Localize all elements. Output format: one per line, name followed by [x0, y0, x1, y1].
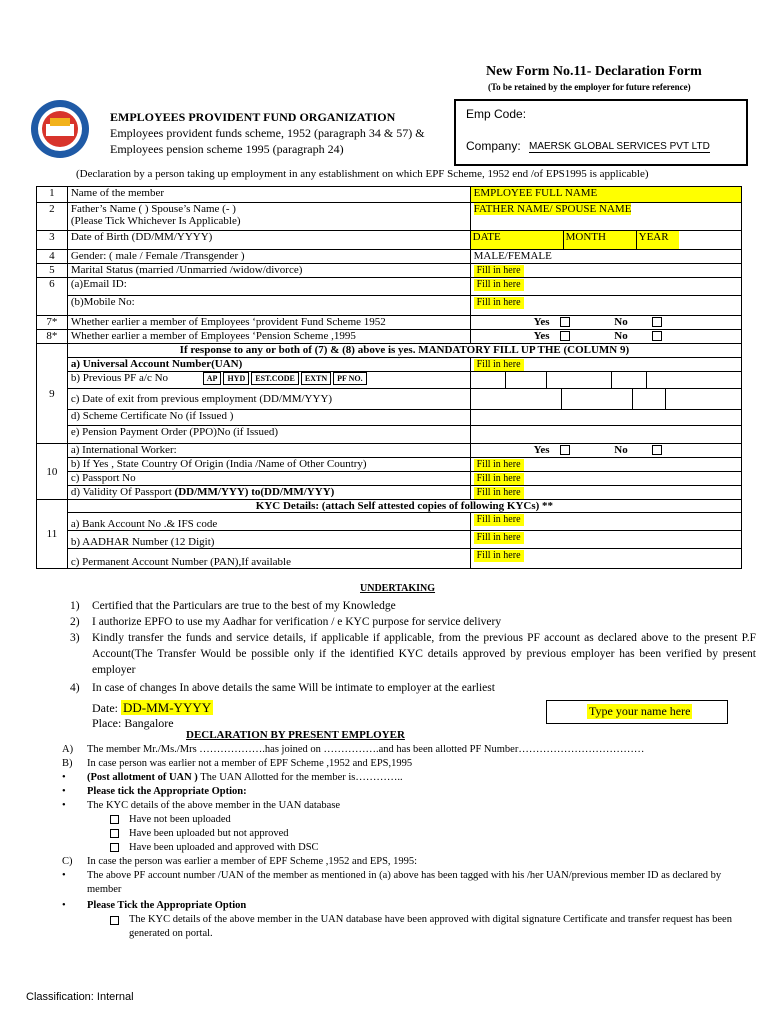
- exit-month-cell[interactable]: [562, 389, 633, 409]
- undertaking-item: 3) Kindly transfer the funds and service details, if applicable if applicable, from the previous PF account as declared above to the present P.F Account(The Transfer Would be possible only if the identified KYC details approved by previous employer has been verified by present employer: [70, 632, 756, 676]
- member-name-label: Name of the member: [67, 187, 470, 203]
- mobile-label: (b)Mobile No:: [67, 296, 470, 316]
- bank-account-field[interactable]: Fill in here: [474, 514, 524, 526]
- row-num: 3: [37, 231, 68, 250]
- email-field[interactable]: Fill in here: [474, 279, 524, 291]
- employer-item-b: B) In case person was earlier not a member of EPF Scheme ,1952 and EPS,1995: [62, 758, 413, 769]
- undertaking-list: [70, 598, 756, 696]
- signature-box: [546, 700, 728, 724]
- org-name: EMPLOYEES PROVIDENT FUND ORGANIZATION: [110, 110, 396, 124]
- scheme-line-1: Employees provident funds scheme, 1952 (paragraph 34 & 57) &: [110, 126, 425, 140]
- company-label: Company:: [466, 139, 521, 153]
- undertaking-item: 4) In case of changes In above details the same Will be intimate to employer at the earliest: [70, 682, 495, 694]
- form-title: New Form No.11- Declaration Form: [486, 64, 702, 79]
- mobile-cell: [470, 296, 741, 316]
- intl-yes-checkbox[interactable]: [560, 445, 570, 455]
- father-spouse-field[interactable]: FATHER NAME/ SPOUSE NAME: [473, 203, 632, 215]
- uan-field[interactable]: Fill in here: [474, 359, 524, 371]
- date-field[interactable]: DD-MM-YYYY: [123, 700, 212, 715]
- pf-cell[interactable]: [612, 372, 647, 388]
- eps-member-label: Whether earlier a member of Employees ‘Pension Scheme ,1995: [67, 330, 470, 344]
- pf-cell[interactable]: [471, 372, 506, 388]
- dob-label: Date of Birth (DD/MM/YYYY): [67, 231, 470, 250]
- passport-label: c) Passport No: [67, 472, 470, 486]
- emp-code-label: Emp Code:: [466, 107, 527, 121]
- scheme-cert-field[interactable]: [470, 410, 741, 426]
- intl-worker-options: [470, 444, 741, 458]
- intl-no-checkbox[interactable]: [652, 445, 662, 455]
- company-value[interactable]: MAERSK GLOBAL SERVICES PVT LTD: [529, 141, 710, 152]
- passport-validity-field[interactable]: Fill in here: [474, 487, 524, 499]
- kyc-option: Have been uploaded and approved with DSC: [110, 841, 752, 855]
- dob-date-field[interactable]: DATE: [471, 231, 564, 249]
- yes-label: Yes: [533, 316, 550, 328]
- row-num: 11: [37, 500, 68, 569]
- post-uan-item: • (Post allotment of UAN ) The UAN Allotted for the member is…………..: [62, 772, 403, 783]
- pf-cell[interactable]: [547, 372, 612, 388]
- member-name-field[interactable]: EMPLOYEE FULL NAME: [470, 187, 741, 203]
- place-label: Place: Bangalore: [92, 716, 174, 730]
- dob-cell: [470, 231, 741, 250]
- declaration-intro: (Declaration by a person taking up employment in any establishment on which EPF Scheme, 1952 end /of EPS1995 is applicable): [76, 168, 649, 180]
- row-num: 5: [37, 264, 68, 278]
- email-label: (a)Email ID:: [67, 278, 470, 296]
- exit-date-grid: [470, 389, 741, 410]
- pan-field[interactable]: Fill in here: [474, 550, 524, 562]
- pf-cell[interactable]: [506, 372, 547, 388]
- pf-box-pf-no: PF NO.: [333, 372, 366, 385]
- kyc-option-checkbox[interactable]: [110, 815, 119, 824]
- column-9-header: If response to any or both of (7) & (8) above is yes. MANDATORY FILL UP THE (COLUMN 9): [67, 344, 741, 358]
- passport-validity-cell: [470, 486, 741, 500]
- undertaking-title: UNDERTAKING: [360, 583, 436, 594]
- marital-field[interactable]: Fill in here: [474, 265, 524, 277]
- ppo-field[interactable]: [470, 426, 741, 444]
- kyc-line: • The KYC details of the above member in the UAN database: [62, 800, 341, 811]
- pf-box-hyd: HYD: [223, 372, 249, 385]
- prev-pf-label-cell: [67, 372, 470, 389]
- gender-label: Gender: ( male / Female /Transgender ): [67, 250, 470, 264]
- row-num: 8*: [37, 330, 68, 344]
- pf-box-extn: EXTN: [301, 372, 331, 385]
- no-label: No: [614, 330, 628, 342]
- row-num: 2: [37, 203, 68, 231]
- father-spouse-label: Father’s Name ( ) Spouse’s Name (- ) (Please Tick Whichever Is Applicable): [67, 203, 470, 231]
- row-num: 7*: [37, 316, 68, 330]
- bank-account-label: a) Bank Account No .& IFS code: [67, 513, 470, 531]
- eps-no-checkbox[interactable]: [652, 331, 662, 341]
- epf-member-options: [470, 316, 741, 330]
- undertaking-item: 1) Certified that the Particulars are true to the best of my Knowledge: [70, 600, 396, 612]
- marital-label: Marital Status (married /Unmarried /widow/divorce): [67, 264, 470, 278]
- passport-field[interactable]: Fill in here: [474, 473, 524, 485]
- employer-title: DECLARATION BY PRESENT EMPLOYER: [186, 729, 405, 741]
- exit-day-cell[interactable]: [471, 389, 562, 409]
- row-num: 9: [37, 344, 68, 444]
- kyc-option: Have been uploaded but not approved: [110, 827, 752, 841]
- tick-option-1: • Please tick the Appropriate Option:: [62, 786, 247, 797]
- epf-yes-checkbox[interactable]: [560, 317, 570, 327]
- prev-pf-label: b) Previous PF a/c No: [70, 372, 169, 384]
- form-subtitle: (To be retained by the employer for future reference): [488, 82, 691, 92]
- bank-account-cell: [470, 513, 741, 531]
- eps-yes-checkbox[interactable]: [560, 331, 570, 341]
- epfo-logo: [20, 98, 100, 160]
- final-option: The KYC details of the above member in the UAN database have been approved with digital signature Certificate and transfer request has been generated on portal.: [110, 913, 752, 941]
- row-num: 6: [37, 278, 68, 316]
- exit-extra-cell[interactable]: [666, 389, 741, 409]
- pan-cell: [470, 549, 741, 569]
- no-label: No: [614, 316, 628, 328]
- employer-item-a: A) The member Mr./Ms./Mrs ……………….has joined on …………….and has been allotted PF Number………………………………: [62, 744, 645, 755]
- dob-year-field[interactable]: YEAR: [637, 231, 679, 249]
- employer-list: [62, 743, 752, 941]
- uan-label: a) Universal Account Number(UAN): [67, 358, 470, 372]
- tagged-item: • The above PF account number /UAN of the member as mentioned in (a) above has been tagged with his /her UAN/previous member ID as declared by member: [62, 870, 722, 895]
- scheme-line-2: Employees pension scheme 1995 (paragraph 24): [110, 142, 344, 156]
- passport-validity-label: d) Validity Of Passport (DD/MM/YYY) to(DD/MM/YYY): [67, 486, 470, 500]
- row-num: 10: [37, 444, 68, 500]
- kyc-header: KYC Details: (attach Self attested copies of following KYCs) **: [67, 500, 741, 513]
- pan-label: c) Permanent Account Number (PAN),If available: [67, 549, 470, 569]
- epf-no-checkbox[interactable]: [652, 317, 662, 327]
- date-row: [92, 700, 213, 716]
- eps-member-options: [470, 330, 741, 344]
- country-field[interactable]: Fill in here: [474, 459, 524, 471]
- yes-label: Yes: [533, 444, 550, 456]
- email-cell: [470, 278, 741, 296]
- kyc-option-checkbox[interactable]: [110, 843, 119, 852]
- ppo-label: e) Pension Payment Order (PPO)No (if Issued): [67, 426, 470, 444]
- name-field[interactable]: Type your name here: [589, 704, 691, 718]
- exit-year-cell[interactable]: [633, 389, 666, 409]
- dob-month-field[interactable]: MONTH: [564, 231, 637, 249]
- pf-box-ap: AP: [203, 372, 222, 385]
- emp-code-box: [454, 99, 748, 166]
- kyc-option: Have not been uploaded: [110, 813, 752, 827]
- classification-label: Classification: Internal: [26, 991, 134, 1003]
- member-details-table: [36, 186, 742, 569]
- final-option-checkbox[interactable]: [110, 916, 119, 925]
- employer-item-c: C) In case the person was earlier a member of EPF Scheme ,1952 and EPS, 1995:: [62, 856, 418, 867]
- aadhar-label: b) AADHAR Number (12 Digit): [67, 531, 470, 549]
- aadhar-field[interactable]: Fill in here: [474, 532, 524, 544]
- country-cell: [470, 458, 741, 472]
- scheme-cert-label: d) Scheme Certificate No (if Issued ): [67, 410, 470, 426]
- passport-cell: [470, 472, 741, 486]
- row-num: 4: [37, 250, 68, 264]
- tick-option-2: • Please Tick the Appropriate Option: [62, 900, 247, 911]
- epf-member-label: Whether earlier a member of Employees ‘provident Fund Scheme 1952: [67, 316, 470, 330]
- pf-cell[interactable]: [647, 372, 741, 388]
- exit-date-label: c) Date of exit from previous employment (DD/MM/YYY): [67, 389, 470, 410]
- undertaking-item: 2) I authorize EPFO to use my Aadhar for verification / e KYC purpose for service delivery: [70, 616, 502, 628]
- father-spouse-cell: [470, 203, 741, 231]
- pf-box-est-code: EST.CODE: [251, 372, 299, 385]
- country-label: b) If Yes , State Country Of Origin (India /Name of Other Country): [67, 458, 470, 472]
- intl-worker-label: a) International Worker:: [67, 444, 470, 458]
- aadhar-cell: [470, 531, 741, 549]
- marital-cell: [470, 264, 741, 278]
- gender-field[interactable]: MALE/FEMALE: [470, 250, 741, 264]
- mobile-field[interactable]: Fill in here: [474, 297, 524, 309]
- uan-cell: [470, 358, 741, 372]
- no-label: No: [614, 444, 628, 456]
- date-label: Date:: [92, 701, 118, 715]
- kyc-option-checkbox[interactable]: [110, 829, 119, 838]
- prev-pf-grid: [470, 372, 741, 389]
- row-num: 1: [37, 187, 68, 203]
- yes-label: Yes: [533, 330, 550, 342]
